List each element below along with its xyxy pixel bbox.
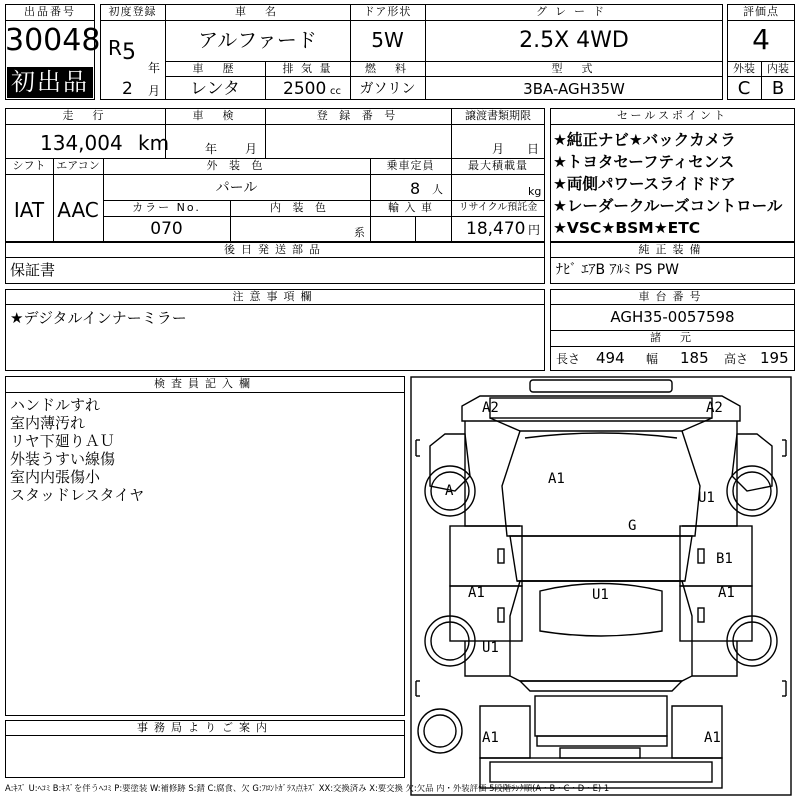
model-value: 3BA-AGH35W — [523, 80, 625, 98]
mark-right-front-door: B1 — [716, 551, 733, 567]
sales-point-item: ★レーダークルーズコントロール — [553, 197, 783, 215]
recycle-label: リサイクル預託金 — [458, 202, 538, 213]
fuel-value: ガソリン — [359, 81, 416, 97]
inspector-comment-line: 室内薄汚れ — [10, 414, 86, 432]
month-unit: 月 — [148, 84, 161, 98]
width-label: 幅 — [646, 352, 659, 366]
mark-left-slide: A1 — [468, 585, 485, 601]
car-name-label: 車 名 — [235, 5, 280, 18]
displacement-label: 排 気 量 — [282, 62, 333, 75]
model-label: 型 式 — [551, 62, 597, 75]
dimensions-label: 諸 元 — [650, 331, 695, 344]
mark-front-right: A2 — [706, 400, 723, 416]
oem-equipment-value: ﾅﾋﾞ ｴｱB ｱﾙﾐ PS PW — [556, 262, 680, 278]
load-label: 最大積載量 — [468, 159, 528, 172]
inspector-comment-line: 外装うすい線傷 — [10, 450, 116, 468]
capacity-label: 乗車定員 — [386, 159, 435, 172]
recycle-value: 18,470 — [466, 219, 526, 239]
exterior-value: C — [737, 78, 751, 99]
era-letter: R — [108, 36, 122, 60]
car-name: アルファード — [198, 28, 317, 52]
door-value: 5W — [371, 28, 404, 52]
sales-point-item: ★両側パワースライドドア — [553, 175, 736, 193]
first-listing-label: 初出品 — [11, 68, 89, 96]
capacity-value: 8 — [410, 179, 421, 198]
score-label: 評価点 — [743, 5, 779, 18]
recycle-unit: 円 — [528, 223, 541, 237]
door-label: ドア形状 — [363, 5, 412, 18]
transfer-label: 譲渡書類期限 — [465, 109, 531, 122]
color-label: 外 装 色 — [206, 159, 267, 172]
ac-value: AAC — [57, 198, 99, 222]
shift-label: シフト — [12, 159, 46, 172]
mark-wheel-front-right: U1 — [698, 490, 715, 506]
later-parts-label: 後日発送部品 — [224, 243, 326, 256]
import-label: 輸 入 車 — [388, 201, 433, 214]
era-year: 5 — [122, 40, 136, 65]
inspector-comments — [10, 396, 400, 504]
vehicle-diagram — [410, 376, 792, 796]
sales-point-item: ★純正ナビ★バックカメラ — [553, 131, 736, 149]
fuel-label: 燃 料 — [365, 62, 410, 75]
mileage-value: 134,004 — [40, 131, 123, 155]
capacity-unit: 人 — [432, 183, 443, 196]
shift-value: IAT — [13, 198, 45, 222]
interior-color-label: 内 装 色 — [270, 201, 330, 214]
sales-point-item: ★VSC★BSM★ETC — [553, 219, 701, 237]
inspection-month-unit: 月 — [245, 142, 258, 156]
office-label: 事務局よりご案内 — [137, 721, 273, 734]
length-value: 494 — [596, 349, 625, 367]
mark-right-slide: A1 — [718, 585, 735, 601]
lot-number-label: 出品番号 — [24, 5, 76, 18]
mark-wheel-rear-left: U1 — [482, 640, 499, 656]
interior-color-unit: 系 — [354, 226, 365, 239]
notes-value: ★デジタルインナーミラー — [10, 309, 187, 327]
grade-value: 2.5X 4WD — [519, 28, 629, 53]
mark-rear-left: A1 — [482, 730, 499, 746]
mark-front-left: A2 — [482, 400, 499, 416]
transfer-day-unit: 日 — [527, 142, 540, 156]
registration-label: 登 録 番 号 — [316, 109, 400, 122]
sales-points-list — [553, 129, 793, 239]
mark-roof: U1 — [592, 587, 609, 603]
inspector-comment-line: リヤ下廻りＡＵ — [10, 432, 115, 450]
year-unit: 年 — [148, 61, 161, 75]
color-no-value: 070 — [150, 219, 183, 239]
inspector-comment-line: 室内内張傷小 — [10, 468, 101, 486]
height-label: 高さ — [724, 352, 749, 366]
length-label: 長さ — [556, 352, 581, 366]
width-value: 185 — [680, 349, 709, 367]
mileage-unit: km — [138, 131, 170, 155]
legend: A:ｷｽﾞ U:ﾍｺﾐ B:ｷｽﾞを伴うﾍｺﾐ P:要塗装 W:補修跡 S:錆 C:腐食、欠 G:ﾌﾛﾝﾄｶﾞﾗｽ点ｷｽﾞ XX:交換済み X:要交換 欠:欠品 内・外装評価 5段階ﾗﾝｸ順(A・B・C・D・E) 1 — [5, 784, 610, 793]
transfer-month-unit: 月 — [492, 142, 505, 156]
grade-label: グレード — [536, 5, 612, 18]
chassis-label: 車台番号 — [638, 290, 707, 303]
month-value: 2 — [122, 79, 133, 99]
interior-label: 内装 — [767, 62, 789, 75]
inspector-label: 検査員記入欄 — [154, 377, 256, 390]
mark-rear-right: A1 — [704, 730, 721, 746]
inspection-label: 車 検 — [192, 109, 238, 122]
history-value: レンタ — [190, 79, 240, 99]
exterior-label: 外装 — [733, 62, 755, 75]
interior-value: B — [771, 78, 785, 99]
inspection-year-unit: 年 — [205, 142, 218, 156]
mark-hood: A1 — [548, 471, 565, 487]
notes-label: 注意事項欄 — [232, 290, 318, 303]
first-reg-label: 初度登録 — [108, 5, 157, 18]
history-label: 車 歴 — [192, 62, 238, 75]
score-value: 4 — [752, 23, 770, 56]
inspector-comment-line: スタッドレスタイヤ — [10, 486, 145, 504]
load-unit: kg — [528, 185, 542, 198]
oem-equipment-label: 純正装備 — [638, 243, 707, 256]
color-value: パール — [215, 180, 258, 196]
mileage-label: 走 行 — [62, 109, 108, 122]
sales-points-label: セールスポイント — [616, 109, 728, 122]
sales-point-item: ★トヨタセーフティセンス — [553, 153, 735, 171]
height-value: 195 — [760, 349, 789, 367]
inspector-comment-line: ハンドルすれ — [10, 396, 101, 414]
ac-label: エアコン — [56, 159, 100, 172]
lot-number: 30048 — [5, 23, 101, 58]
displacement-value: 2500 — [283, 79, 327, 99]
mark-windshield: G — [628, 518, 637, 534]
displacement-unit: cc — [330, 86, 341, 97]
mark-wheel-front-left: A — [445, 483, 454, 499]
color-no-label: カラー No. — [132, 201, 201, 214]
later-parts-value: 保証書 — [10, 261, 56, 279]
chassis-value: AGH35-0057598 — [610, 308, 735, 326]
